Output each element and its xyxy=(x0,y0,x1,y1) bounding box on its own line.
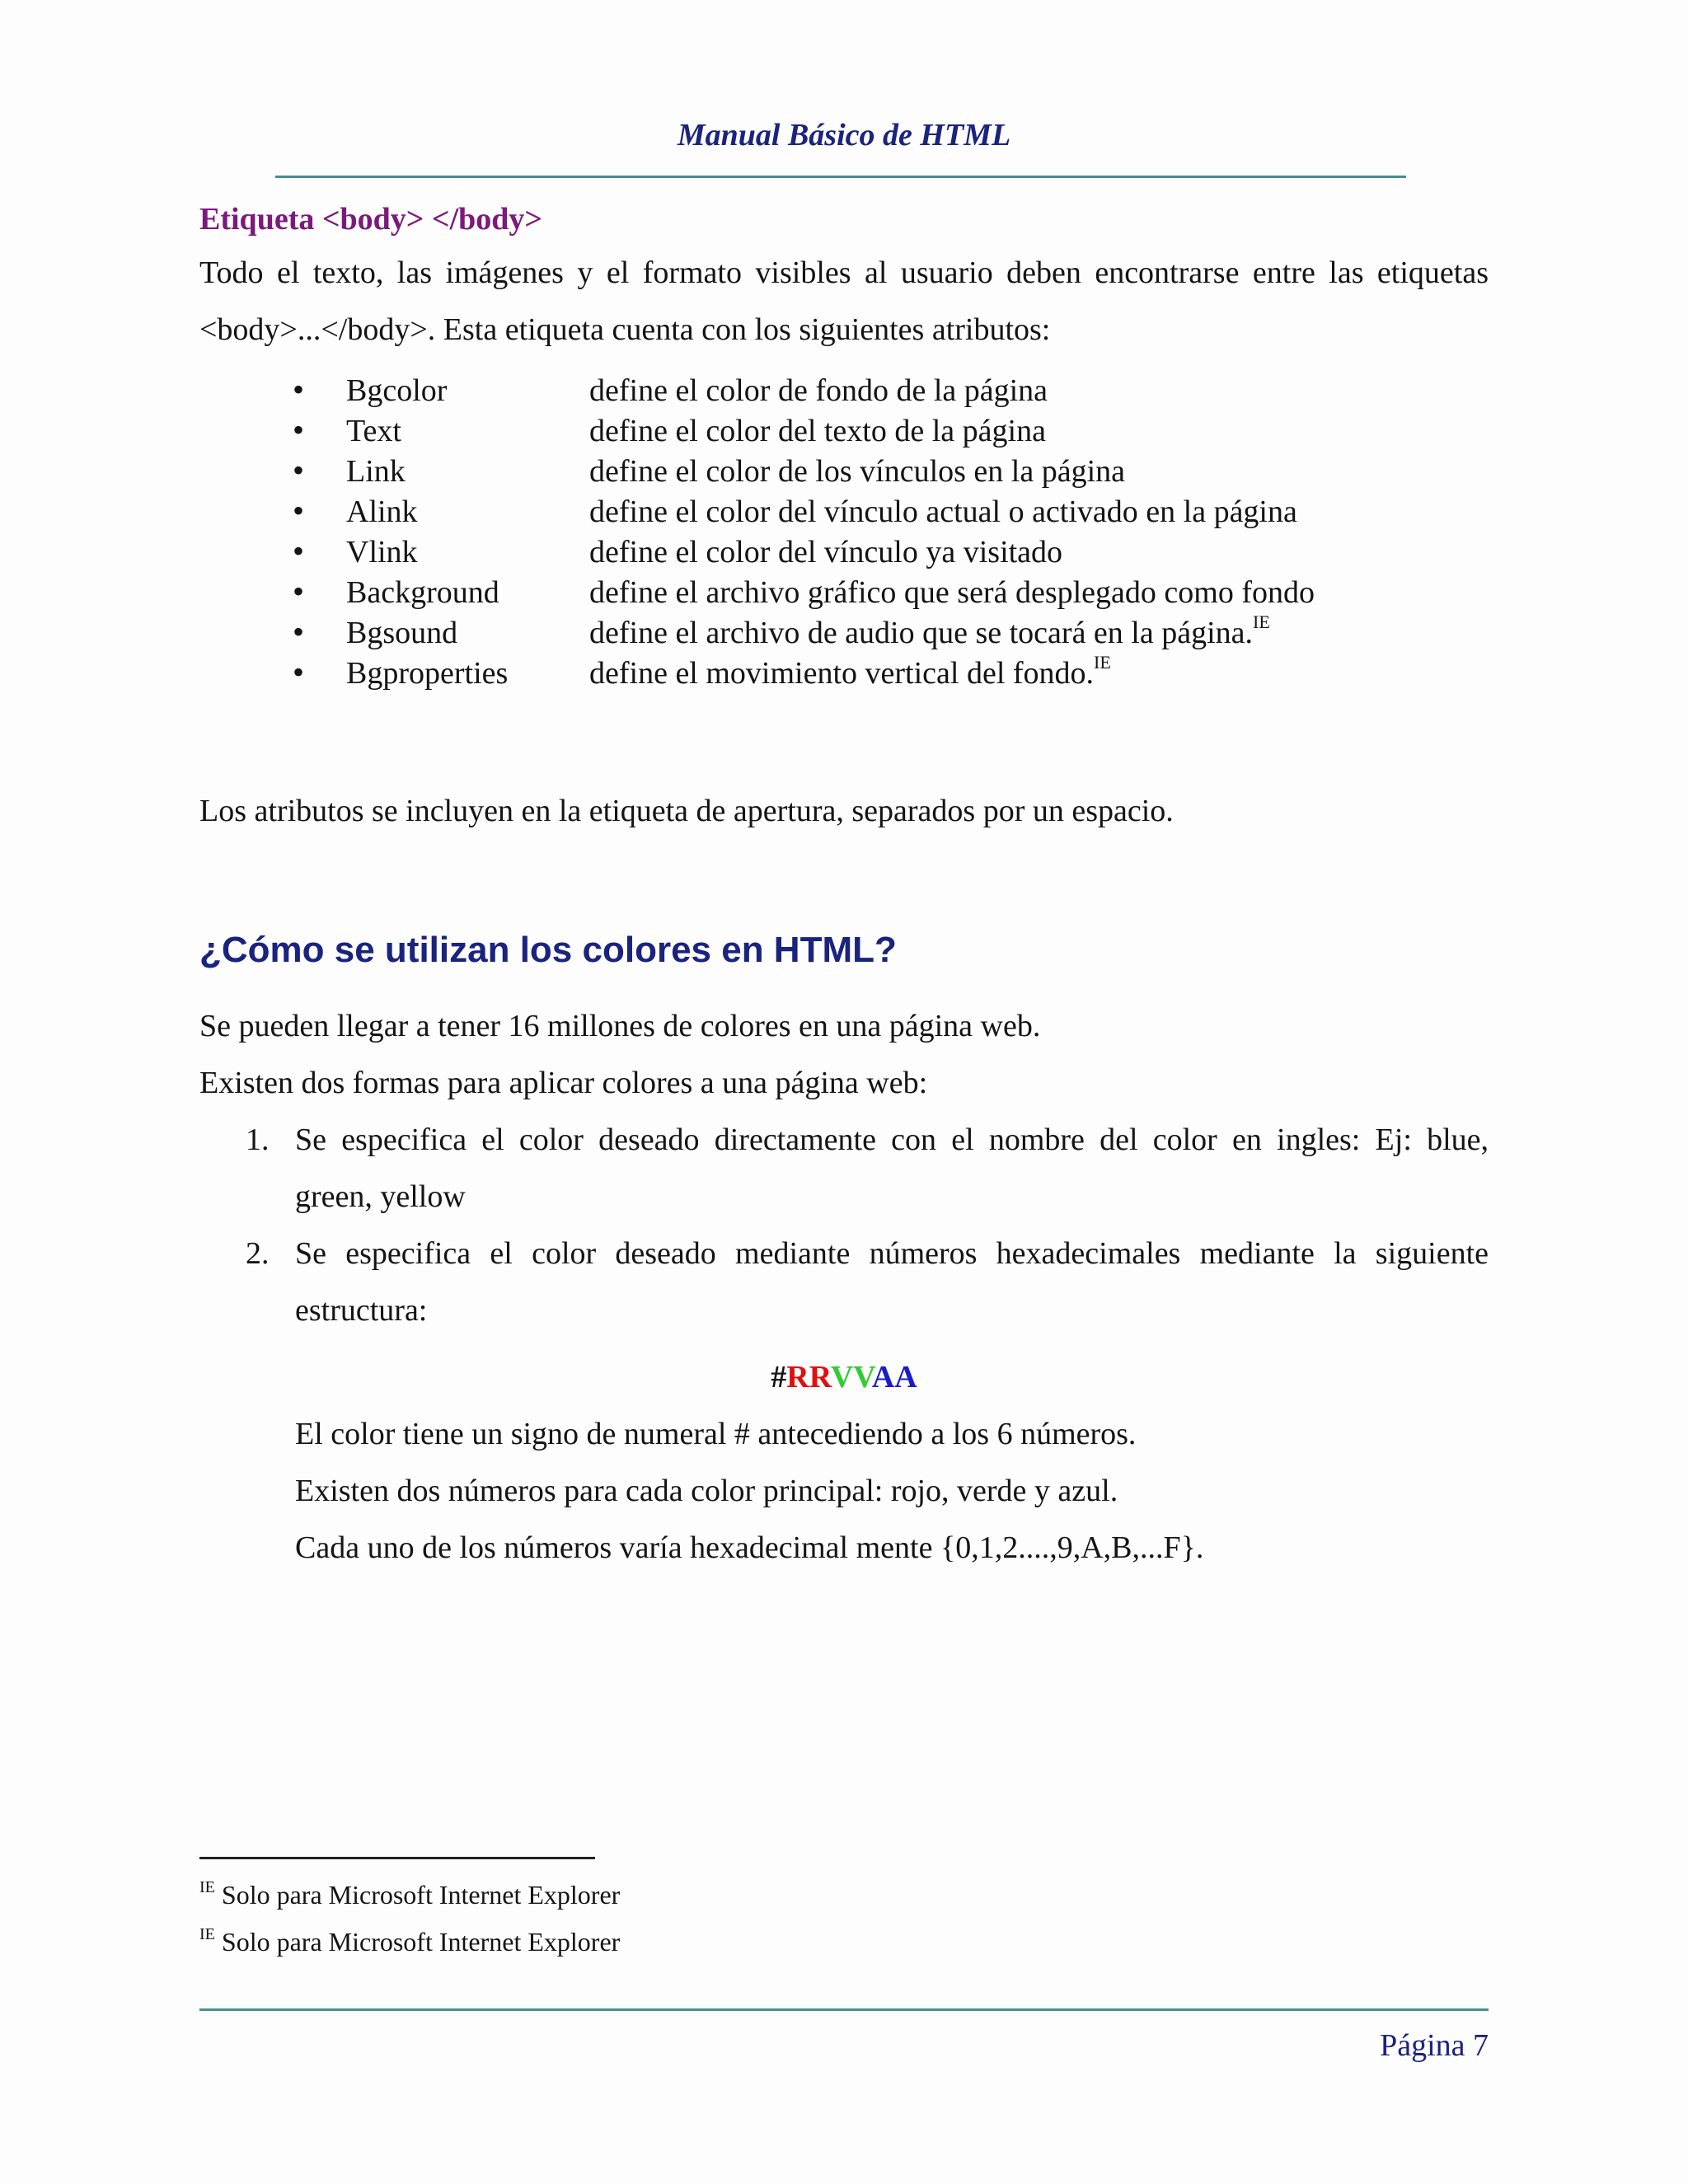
page-number: Página 7 xyxy=(1380,2028,1489,2063)
footnote-text: Solo para Microsoft Internet Explorer xyxy=(214,1880,621,1910)
attribute-name: Bgcolor xyxy=(346,373,448,408)
attributes-closing-text: Los atributos se incluyen en la etiqueta de apertura, separados por un espacio. xyxy=(199,794,1174,828)
attribute-description: define el color de los vínculos en la página xyxy=(589,454,1126,489)
footnote-separator xyxy=(199,1857,595,1859)
footnote-2 xyxy=(199,1925,620,1958)
attribute-name: Bgsound xyxy=(346,616,458,650)
list-item-1-line-2: green, yellow xyxy=(295,1179,466,1214)
list-item-1-line-1: Se especifica el color deseado directamente con el nombre del color en ingles: Ej: blue, xyxy=(295,1122,1489,1157)
attribute-description: define el color del vínculo ya visitado xyxy=(589,535,1063,569)
footer-divider xyxy=(199,2008,1489,2011)
header-divider xyxy=(275,176,1406,178)
formula-blue: AA xyxy=(871,1360,917,1394)
intro-line-2: <body>...</body>. Esta etiqueta cuenta con los siguientes atributos: xyxy=(199,312,1051,347)
bullet-icon: • xyxy=(293,613,305,650)
attribute-name: Background xyxy=(346,575,499,610)
formula-hash: # xyxy=(771,1360,787,1394)
attribute-description: define el color de fondo de la página xyxy=(589,373,1048,408)
section-heading-colors: ¿Cómo se utilizan los colores en HTML? xyxy=(199,930,897,970)
attribute-description: define el color del vínculo actual o activado en la página xyxy=(589,494,1297,529)
list-item-2-line-2: estructura: xyxy=(295,1293,428,1328)
footnote-mark: IE xyxy=(199,1878,215,1896)
bullet-icon: • xyxy=(293,654,305,691)
footnote-marker: IE xyxy=(1094,652,1111,673)
attribute-description-text: define el movimiento vertical del fondo. xyxy=(589,656,1095,691)
attribute-description: define el archivo gráfico que será desplegado como fondo xyxy=(589,575,1315,610)
footnote-text: Solo para Microsoft Internet Explorer xyxy=(214,1927,621,1957)
hex-color-formula xyxy=(0,1349,1688,1406)
bullet-icon: • xyxy=(293,532,305,569)
footnote-1 xyxy=(199,1878,620,1911)
formula-red: RR xyxy=(786,1360,831,1394)
bullet-icon: • xyxy=(293,573,305,610)
colors-paragraph-2: Existen dos formas para aplicar colores a una página web: xyxy=(199,1066,928,1100)
section-heading-body-tag: Etiqueta <body> </body> xyxy=(199,202,543,237)
running-header-title: Manual Básico de HTML xyxy=(677,118,1011,152)
attribute-name: Link xyxy=(346,454,406,489)
bullet-icon: • xyxy=(293,492,305,529)
colors-paragraph-1: Se pueden llegar a tener 16 millones de colores en una página web. xyxy=(199,1009,1041,1043)
formula-note-2: Existen dos números para cada color principal: rojo, verde y azul. xyxy=(295,1474,1118,1508)
attribute-name: Vlink xyxy=(346,535,418,569)
attribute-description xyxy=(589,613,1270,654)
formula-note-3: Cada uno de los números varía hexadecimal mente {0,1,2....,9,A,B,...F}. xyxy=(295,1530,1204,1565)
attribute-description-text: define el archivo de audio que se tocará en la página. xyxy=(589,616,1254,650)
attribute-name: Bgproperties xyxy=(346,656,509,691)
footnote-mark: IE xyxy=(199,1925,215,1943)
attribute-description: define el color del texto de la página xyxy=(589,414,1046,448)
bullet-icon: • xyxy=(293,452,305,489)
attribute-name: Alink xyxy=(346,494,418,529)
attribute-name: Text xyxy=(346,414,401,448)
attribute-description xyxy=(589,654,1111,694)
bullet-icon: • xyxy=(293,411,305,448)
intro-line-1: Todo el texto, las imágenes y el formato visibles al usuario deben encontrarse entre las etiquetas xyxy=(199,255,1489,290)
list-number-2: 2. xyxy=(246,1236,270,1271)
formula-green: VV xyxy=(830,1360,872,1394)
bullet-icon: • xyxy=(293,371,305,408)
list-item-2-line-1: Se especifica el color deseado mediante números hexadecimales mediante la siguiente xyxy=(295,1236,1489,1271)
formula-note-1: El color tiene un signo de numeral # antecediendo a los 6 números. xyxy=(295,1417,1137,1451)
list-number-1: 1. xyxy=(246,1122,270,1157)
footnote-marker: IE xyxy=(1253,612,1270,632)
